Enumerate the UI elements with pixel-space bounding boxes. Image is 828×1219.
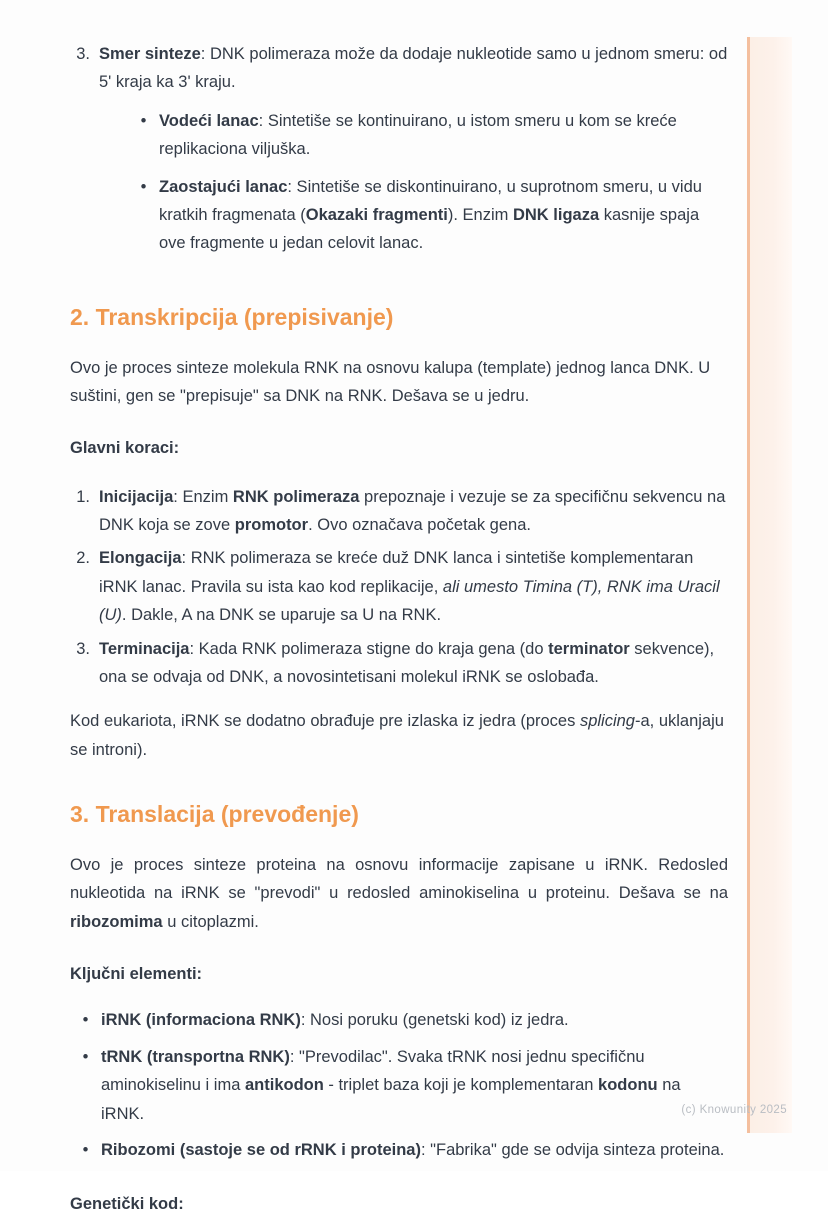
bullet-text: Zaostajući lanac: Sintetiše se diskontinuirano, u suprotnom smeru, u vidu kratkih fragmenata (Okazaki fragmenti). Enzim DNK ligaza kasnije spaja ove fragmente u jedan celovit lanac.	[159, 177, 702, 253]
bullet-icon: •	[140, 177, 147, 196]
step-text: Inicijacija: Enzim RNK polimeraza prepoznaje i vezuje se za specifičnu sekvencu na DNK koja se zove promotor. Ovo označava početak gena.	[99, 487, 726, 535]
bullet-text: tRNK (transportna RNK): "Prevodilac". Svaka tRNK nosi jednu specifičnu aminokiselinu i ima antikodon - triplet baza koji je komplementaran kodonu na iRNK.	[101, 1047, 681, 1123]
paragraph-transkripcija-intro: Ovo je proces sinteze molekula RNK na osnovu kalupa (template) jednog lanca DNK. U suštini, gen se "prepisuje" sa DNK na RNK. Dešava se u jedru.	[70, 358, 711, 405]
list-item-irnk	[79, 1006, 728, 1034]
step-elongacija	[70, 544, 728, 629]
step-number: 1.	[76, 487, 90, 506]
subheading-kljucni-elementi: Ključni elementi:	[70, 965, 203, 984]
bullet-icon: •	[140, 111, 147, 130]
section-heading-transkripcija: 2. Transkripcija (prepisivanje)	[70, 303, 394, 330]
list-item-number: 3.	[76, 45, 90, 63]
subheading-geneticki-kod: Genetički kod:	[70, 1195, 184, 1214]
list-item-zaostajuci-lanac	[137, 173, 728, 258]
bullet-icon: •	[82, 1011, 89, 1030]
step-terminacija	[70, 635, 728, 692]
bullet-icon: •	[82, 1140, 89, 1159]
list-item-text: Smer sinteze: DNK polimeraza može da dodaje nukleotide samo u jednom smeru: od 5' kraja ka 3' kraju.	[99, 45, 728, 92]
watermark: (c) Knowunity 2025	[681, 1104, 787, 1116]
bullet-icon: •	[82, 1047, 89, 1066]
bullet-text: Vodeći lanac: Sintetiše se kontinuirano, u istom smeru u kom se kreće replikaciona viljuška.	[159, 111, 677, 159]
paragraph-translacija-intro: Ovo je proces sinteze proteina na osnovu informacije zapisane u iRNK. Redosled nukleotida na iRNK se "prevodi" u redosled aminokiselina u proteinu. Dešava se na ribozomima u citoplazmi.	[70, 855, 728, 931]
numbered-step-list	[70, 483, 728, 692]
step-number: 2.	[76, 549, 90, 568]
bullet-text: iRNK (informaciona RNK): Nosi poruku (genetski kod) iz jedra.	[101, 1011, 569, 1030]
step-text: Terminacija: Kada RNK polimeraza stigne do kraja gena (do terminator sekvence), ona se odvaja od DNK, a novosintetisani molekul iRNK se oslobađa.	[99, 639, 715, 686]
subheading-glavni-koraci: Glavni koraci:	[70, 439, 180, 458]
key-elements-bullet-list	[79, 1006, 728, 1164]
list-item-ribozomi	[79, 1136, 728, 1164]
paragraph-eukarioti-splicing: Kod eukariota, iRNK se dodatno obrađuje pre izlaska iz jedra (proces splicing-a, uklanjaju se introni).	[70, 712, 724, 759]
step-text: Elongacija: RNK polimeraza se kreće duž DNK lanca i sintetiše komplementaran iRNK lanac. Pravila su ista kao kod replikacije, ali umesto Timina (T), RNK ima Uracil (U). Dakle, A na DNK se uparuje sa U na RNK.	[99, 549, 720, 625]
bullet-text: Ribozomi (sastoje se od rRNK i proteina): "Fabrika" gde se odvija sinteza proteina.	[101, 1140, 725, 1159]
step-inicijacija	[70, 483, 728, 540]
list-item-smer-sinteze	[70, 40, 728, 267]
nested-bullet-list	[137, 107, 728, 258]
section-heading-translacija: 3. Translacija (prevođenje)	[70, 801, 359, 828]
list-item-vodeci-lanac	[137, 107, 728, 164]
step-number: 3.	[76, 639, 90, 658]
list-item-trnk	[79, 1043, 728, 1128]
